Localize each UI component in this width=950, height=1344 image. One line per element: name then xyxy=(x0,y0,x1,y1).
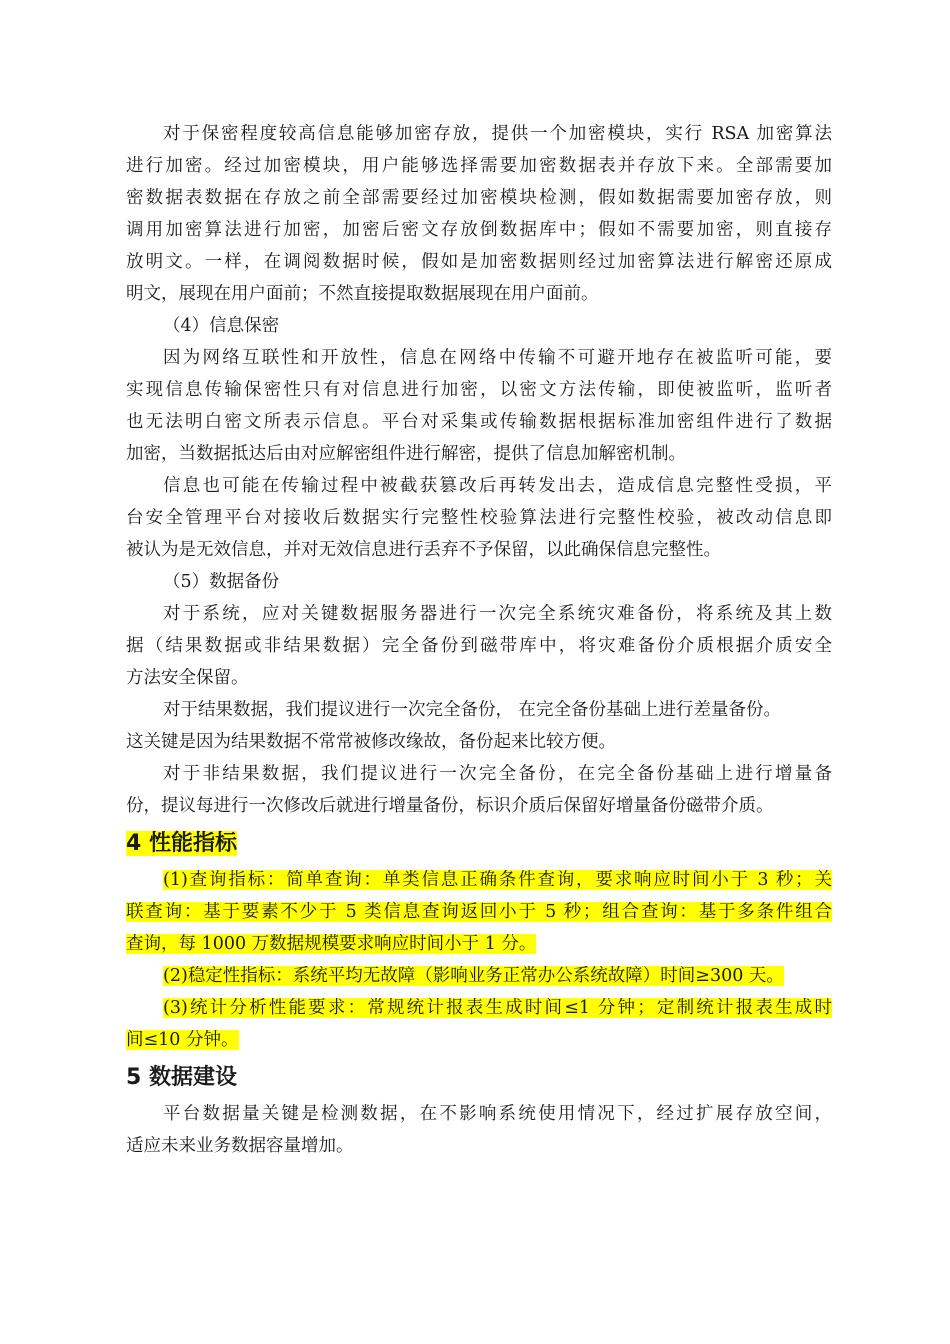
text-line: 对于非结果数据，我们提议进行一次完全备份，在完全备份基础上进行增量备 xyxy=(163,764,832,784)
highlighted-text: (1)查询指标：简单查询：单类信息正确条件查询，要求响应时间小于 3 秒；关 xyxy=(163,870,832,890)
paragraph-stats-performance xyxy=(126,992,832,1056)
paragraph-backup-2 xyxy=(126,694,832,758)
paragraph-data-construction xyxy=(126,1098,832,1162)
text-line: 这关键是因为结果数据不常常被修改缘故，备份起来比较方便。 xyxy=(126,732,616,752)
text-line: 对于保密程度较高信息能够加密存放，提供一个加密模块，实行 RSA 加密算法 xyxy=(163,124,832,144)
text-line xyxy=(126,960,832,992)
highlighted-text: (2)稳定性指标：系统平均无故障（影响业务正常办公系统故障）时间≥300 天。 xyxy=(163,966,784,986)
text-line: 台安全管理平台对接收后数据实行完整性校验算法进行完整性校验，被改动信息即 xyxy=(126,508,832,528)
section-4-heading xyxy=(126,824,832,864)
text-line xyxy=(126,896,832,928)
text-line: 适应未来业务数据容量增加。 xyxy=(126,1136,354,1156)
text-line: 因为网络互联性和开放性，信息在网络中传输不可避开地存在被监听可能，要 xyxy=(163,348,832,368)
text-line xyxy=(126,928,832,960)
paragraph-info-secrecy-2 xyxy=(126,470,832,566)
paragraph-info-secrecy-1 xyxy=(126,342,832,470)
text-line: 对于系统，应对关键数据服务器进行一次完全系统灾难备份，将系统及其上数 xyxy=(163,604,832,624)
paragraph-backup-1 xyxy=(126,598,832,694)
text-line: 也无法明白密文所表示信息。平台对采集或传输数据根据标准加密组件进行了数据 xyxy=(126,412,832,432)
text-line: 明文，展现在用户面前；不然直接提取数据展现在用户面前。 xyxy=(126,284,599,304)
text-line: 加密，当数据抵达后由对应解密组件进行解密，提供了信息加解密机制。 xyxy=(126,444,686,464)
section-5-heading xyxy=(126,1058,832,1098)
highlighted-text: (3)统计分析性能要求：常规统计报表生成时间≤1 分钟；定制统计报表生成时 xyxy=(163,998,832,1018)
document-page xyxy=(126,118,832,1162)
text-line: 方法安全保留。 xyxy=(126,668,249,688)
paragraph-backup-3 xyxy=(126,758,832,822)
paragraph-stability-metrics xyxy=(126,960,832,992)
text-line: 被认为是无效信息，并对无效信息进行丢弃不予保留，以此确保信息完整性。 xyxy=(126,540,721,560)
text-line: 密数据表数据在存放之前全部需要经过加密模块检测，假如数据需要加密存放，则 xyxy=(126,188,832,208)
section-4-title: 4 性能指标 xyxy=(126,831,237,856)
text-line: 份，提议每进行一次修改后就进行增量备份，标识介质后保留好增量备份磁带介质。 xyxy=(126,796,774,816)
highlighted-text: 间≤10 分钟。 xyxy=(126,1030,239,1050)
text-line: 放明文。一样，在调阅数据时候，假如是加密数据则经过加密算法进行解密还原成 xyxy=(126,252,832,272)
text-line: 信息也可能在传输过程中被截获篡改后再转发出去，造成信息完整性受损，平 xyxy=(163,476,832,496)
text-line: 进行加密。经过加密模块，用户能够选择需要加密数据表并存放下来。全部需要加 xyxy=(126,156,832,176)
subheading-data-backup: （5）数据备份 xyxy=(163,572,280,592)
text-line: 据（结果数据或非结果数据）完全备份到磁带库中，将灾难备份介质根据介质安全 xyxy=(126,636,832,656)
highlighted-text: 查询，每 1000 万数据规模要求响应时间小于 1 分。 xyxy=(126,934,537,954)
section-5-title: 5 数据建设 xyxy=(126,1065,237,1090)
text-line xyxy=(126,864,832,896)
text-line: 调用加密算法进行加密，加密后密文存放倒数据库中；假如不需要加密，则直接存 xyxy=(126,220,832,240)
paragraph-query-metrics xyxy=(126,864,832,960)
text-line: 对于结果数据，我们提议进行一次完全备份， 在完全备份基础上进行差量备份。 xyxy=(163,700,782,720)
paragraph-encrypt-storage xyxy=(126,118,832,310)
text-line: 实现信息传输保密性只有对信息进行加密，以密文方法传输，即使被监听，监听者 xyxy=(126,380,832,400)
text-line xyxy=(126,1024,832,1056)
subheading-info-secrecy: （4）信息保密 xyxy=(163,316,280,336)
text-line: 平台数据量关键是检测数据，在不影响系统使用情况下，经过扩展存放空间， xyxy=(163,1104,832,1124)
highlighted-text: 联查询：基于要素不少于 5 类信息查询返回小于 5 秒；组合查询：基于多条件组合 xyxy=(126,902,832,922)
text-line xyxy=(126,992,832,1024)
